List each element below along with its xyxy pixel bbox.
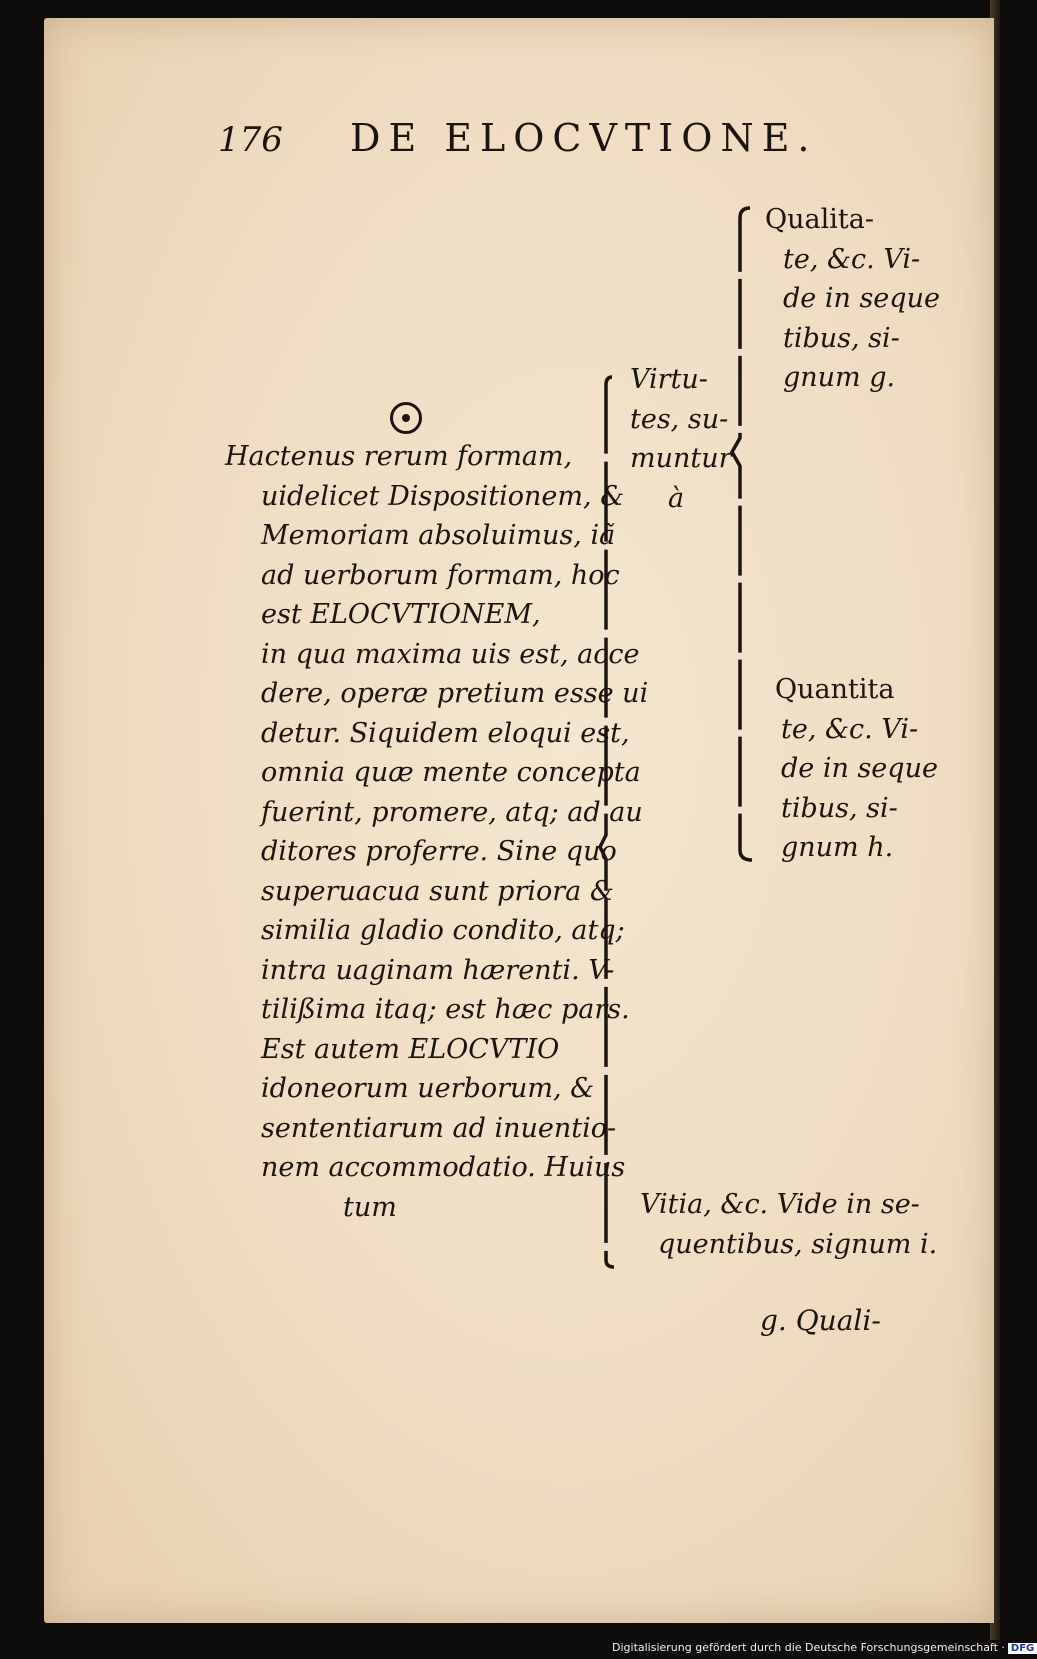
- text-line: tilißima itaq; est hæc pars.: [261, 994, 630, 1025]
- branch-line: Quantita: [775, 674, 895, 705]
- text-line: in qua maxima uis est, acce: [261, 638, 640, 670]
- branch-line: te, &c. Vi-: [781, 713, 919, 745]
- text-line: Hactenus rerum formam,: [225, 441, 573, 472]
- text-line: sententiarum ad inuentio-: [261, 1112, 617, 1144]
- main-bracket: [596, 365, 626, 1275]
- branch-line: à: [668, 482, 685, 514]
- text-line: ditores proferre. Sine quo: [261, 836, 617, 867]
- text-line: ad uerborum formam, hoc: [261, 559, 620, 591]
- text-line: tum: [343, 1191, 397, 1223]
- branch-line: Vitia, &c. Vide in se-: [640, 1189, 920, 1220]
- text-line: est ELOCVTIONEM,: [261, 599, 541, 630]
- text-line: detur. Siquidem eloqui est,: [261, 717, 630, 749]
- text-line: idoneorum uerborum, &: [261, 1073, 595, 1104]
- branch-line: gnum h.: [781, 832, 894, 863]
- branch-line: gnum g.: [783, 362, 896, 393]
- branch-line: tes, su-: [630, 403, 729, 435]
- branch-line: de in seque: [783, 283, 940, 314]
- branch-line: quentibus, signum i.: [658, 1228, 938, 1260]
- text-line: nem accommodatio. Huius: [261, 1152, 626, 1183]
- main-text-block: [225, 437, 649, 1227]
- text-line: uidelicet Dispositionem, &: [261, 480, 625, 512]
- dfg-logo: DFG: [1008, 1643, 1037, 1654]
- branch-qualitate: [765, 200, 940, 398]
- branch-line: tibus, si-: [783, 322, 900, 354]
- running-header: [218, 112, 858, 160]
- page-number: 176: [218, 120, 283, 160]
- branch-line: Qualita-: [765, 204, 874, 235]
- branch-quantitate: [775, 670, 945, 868]
- text-line: Memoriam absoluimus, iã: [261, 520, 616, 551]
- catchword: g. Quali-: [760, 1304, 881, 1337]
- text-line: dere, operæ pretium esse ui: [261, 678, 649, 709]
- text-line: superuacua sunt priora &: [261, 875, 614, 907]
- text-line: intra uaginam hærenti. V-: [261, 954, 615, 986]
- digitization-credit: [612, 1641, 1037, 1654]
- running-title: DE ELOCVTIONE.: [350, 116, 818, 160]
- branch-vitia: [640, 1185, 960, 1264]
- virtutes-bracket: [728, 200, 758, 870]
- branch-line: muntur: [630, 443, 732, 474]
- text-line: Est autem ELOCVTIO: [261, 1033, 560, 1065]
- credit-text: Digitalisierung gefördert durch die Deutsche Forschungsgemeinschaft ·: [612, 1641, 1005, 1654]
- section-ornament-icon: [390, 402, 422, 434]
- branch-line: tibus, si-: [781, 792, 898, 824]
- text-line: omnia quæ mente concepta: [261, 757, 641, 788]
- branch-line: de in seque: [781, 753, 938, 784]
- branch-line: Virtu-: [630, 364, 708, 395]
- text-line: similia gladio condito, atq;: [261, 915, 625, 946]
- branch-line: te, &c. Vi-: [783, 243, 921, 275]
- text-line: fuerint, promere, atq; ad au: [261, 796, 643, 828]
